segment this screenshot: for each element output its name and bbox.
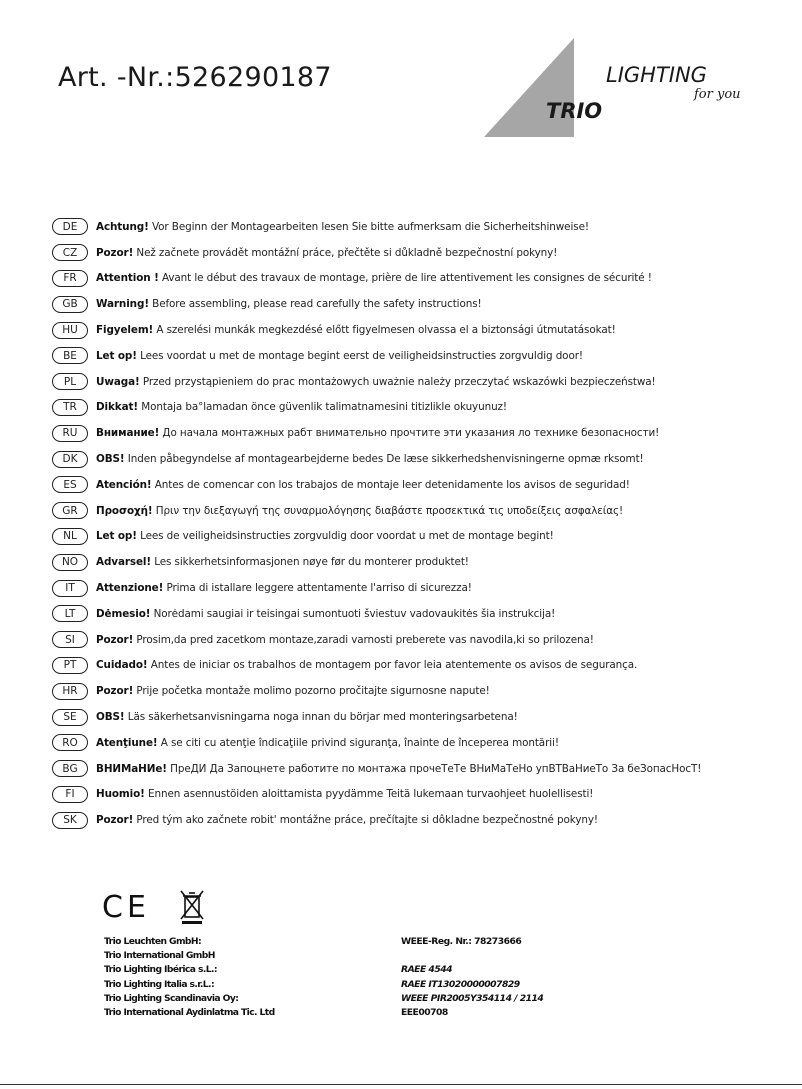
warning-row: [52, 214, 797, 240]
warning-heading: Achtung!: [96, 220, 149, 233]
warning-heading: Let op!: [96, 349, 137, 362]
company-list: [104, 936, 275, 1021]
weee-registration: WEEE-Reg. Nr.: 78273666: [401, 936, 522, 947]
warning-row: [52, 782, 797, 808]
language-code-badge: IT: [52, 580, 88, 597]
warning-text: [96, 814, 598, 826]
warning-body: Läs säkerhetsanvisningarna noga innan du börjar med monteringsarbetena!: [124, 711, 518, 724]
warning-body: Norėdami saugiai ir teisingai sumontuoti šviestuv vadovaukitės šia instrukcija!: [150, 607, 556, 620]
language-code-badge: NL: [52, 528, 88, 545]
language-code-badge: ES: [52, 476, 88, 493]
warning-text: [96, 298, 482, 310]
warning-text: [96, 427, 659, 439]
warning-row: [52, 291, 797, 317]
warning-body: Než začnete provádět montážní práce, přečtěte si důkladně bezpečnostní pokyny!: [133, 246, 558, 259]
ce-mark: CE: [102, 890, 150, 925]
warning-heading: Figyelem!: [96, 324, 154, 337]
warning-heading: Attention !: [96, 272, 159, 285]
logo-lighting-text: LIGHTING: [606, 63, 707, 87]
warning-text: [96, 634, 594, 646]
language-code-badge: HR: [52, 683, 88, 700]
warning-text: [96, 685, 490, 697]
warning-heading: OBS!: [96, 711, 125, 724]
language-code-badge: DE: [52, 218, 88, 235]
warning-text: [96, 479, 630, 491]
language-code-badge: GB: [52, 296, 88, 313]
warning-row: [52, 549, 797, 575]
warning-row: [52, 524, 797, 550]
warning-text: [96, 505, 623, 517]
language-code-badge: HU: [52, 322, 88, 339]
warning-heading: Let op!: [96, 530, 137, 543]
bottom-divider: [0, 1084, 802, 1085]
company-name: Trio International Aydinlatma Tic. Ltd: [104, 1006, 275, 1018]
crossed-bin-icon: [181, 891, 203, 924]
language-code-badge: PL: [52, 373, 88, 390]
registration-list: [401, 936, 543, 1021]
warning-row: [52, 395, 797, 421]
warning-heading: Atención!: [96, 478, 152, 491]
warning-heading: Warning!: [96, 298, 149, 311]
warning-body: Przed przystąpieniem do prac montażowych uważnie należy przeczytać wskazówki bezpieczeństwa!: [139, 375, 656, 388]
raee-number: RAEE 4544: [401, 964, 453, 976]
language-code-badge: TR: [52, 399, 88, 416]
warning-heading: Uwaga!: [96, 375, 140, 388]
language-code-badge: PT: [52, 657, 88, 674]
warning-text: [96, 737, 559, 749]
language-code-badge: LT: [52, 605, 88, 622]
warning-row: [52, 446, 797, 472]
safety-warning-list: [52, 214, 797, 833]
warning-heading: Внимание!: [96, 427, 160, 440]
warning-row: [52, 756, 797, 782]
warning-row: [52, 420, 797, 446]
language-code-badge: FI: [52, 786, 88, 803]
warning-text: [96, 530, 554, 542]
warning-heading: Atenţiune!: [96, 736, 158, 749]
logo-foryou-text: for you: [694, 87, 741, 102]
warning-row: [52, 678, 797, 704]
warning-body: Avant le début des travaux de montage, prière de lire attentivement les consignes de sécurité !: [158, 272, 652, 285]
warning-body: Antes de comencar con los trabajos de montaje leer detenidamente los avisos de seguridad!: [151, 478, 630, 491]
warning-text: [96, 582, 472, 594]
warning-row: [52, 343, 797, 369]
warning-heading: Pozor!: [96, 814, 134, 827]
warning-heading: Cuidado!: [96, 659, 148, 672]
warning-heading: Huomio!: [96, 788, 145, 801]
language-code-badge: NO: [52, 554, 88, 571]
warning-text: [96, 763, 701, 775]
warning-body: Les sikkerhetsinformasjonen nøye før du monterer produktet!: [151, 556, 469, 569]
language-code-badge: DK: [52, 451, 88, 468]
warning-text: [96, 350, 583, 362]
warning-row: [52, 317, 797, 343]
warning-body: Lees de veiligheidsinstructies zorgvuldig door voordat u met de montage begint!: [136, 530, 554, 543]
trio-lighting-logo: [482, 36, 762, 140]
warning-heading: Dėmesio!: [96, 607, 151, 620]
warning-body: Prosim,da pred zacetkom montaze,zaradi varnosti preberete vas navodila,ki so prilozena!: [133, 633, 594, 646]
language-code-badge: SE: [52, 709, 88, 726]
logo-trio-text: TRIO: [546, 99, 603, 123]
warning-body: Inden påbegyndelse af montagearbejderne bedes De læse sikkerhedshenvisningerne opmæ rksomt!: [124, 453, 644, 466]
warning-row: [52, 807, 797, 833]
warning-text: [96, 453, 644, 465]
warning-body: Antes de iniciar os trabalhos de montagem por favor leia atentemente os avisos de segurança.: [147, 659, 638, 672]
warning-row: [52, 575, 797, 601]
warning-text: [96, 221, 589, 233]
language-code-badge: SI: [52, 631, 88, 648]
warning-text: [96, 247, 557, 259]
warning-heading: Προσοχή!: [96, 504, 153, 517]
language-code-badge: BE: [52, 347, 88, 364]
warning-heading: Dikkat!: [96, 401, 139, 414]
warning-text: [96, 401, 507, 413]
warning-body: A szerelési munkák megkezdésé előtt figyelmesen olvassa el a biztonsági útmutatásokat!: [153, 324, 616, 337]
company-name: Trio Leuchten GmbH:: [104, 936, 202, 947]
company-name: Trio Lighting Ibérica s.L.:: [104, 964, 217, 976]
language-code-badge: RU: [52, 425, 88, 442]
warning-body: Pred tým ako začnete robit' montážne práce, prečítajte si dôkladne bezpečnostné pokyny!: [133, 814, 598, 827]
article-number: Art. -Nr.:526290187: [58, 62, 332, 93]
warning-text: [96, 659, 637, 671]
language-code-badge: GR: [52, 502, 88, 519]
warning-row: [52, 627, 797, 653]
warning-row: [52, 240, 797, 266]
warning-text: [96, 711, 518, 723]
company-name: Trio Lighting Italia s.r.L.:: [104, 978, 215, 990]
language-code-badge: CZ: [52, 244, 88, 261]
warning-body: Prije početka montaže molimo pozorno pročitajte sigurnosne napute!: [133, 685, 490, 698]
language-code-badge: SK: [52, 812, 88, 829]
warning-body: ПреДИ Да Запоцнете работите по монтажа прочеТеТе ВНиМаТеНо упВТВаНиеТо За беЗопасНосТ!: [166, 762, 702, 775]
warning-heading: Attenzione!: [96, 582, 164, 595]
warning-text: [96, 788, 593, 800]
warning-row: [52, 730, 797, 756]
warning-body: Πριν την διεξαγωγή της συναρμολόγησης διαβάστε προσεκτικά τις υποδείξεις ασφαλείας!: [152, 504, 624, 517]
warning-row: [52, 369, 797, 395]
certification-marks: [102, 886, 212, 926]
warning-text: [96, 272, 652, 284]
warning-body: Ennen asennustöiden aloittamista pyydämme Teitä lukemaan turvaohjeet huolellisesti!: [144, 788, 594, 801]
language-code-badge: FR: [52, 270, 88, 287]
warning-row: [52, 498, 797, 524]
warning-heading: OBS!: [96, 453, 125, 466]
warning-heading: Pozor!: [96, 633, 134, 646]
warning-body: Vor Beginn der Montagearbeiten lesen Sie bitte aufmerksam die Sicherheitshinweise!: [148, 220, 589, 233]
language-code-badge: BG: [52, 760, 88, 777]
warning-text: [96, 376, 656, 388]
warning-heading: Advarsel!: [96, 556, 152, 569]
warning-body: Prima di istallare leggere attentamente l'arriso di sicurezza!: [163, 582, 472, 595]
warning-row: [52, 704, 797, 730]
warning-body: До начала монтажных рабт внимательно прочтите эти указания ло технике безопасности!: [159, 427, 660, 440]
eee-number: EEE00708: [401, 1006, 448, 1018]
warning-body: Montaja ba°lamadan önce güvenlik talimatnamesini titizlikle okuyunuz!: [138, 401, 507, 414]
warning-text: [96, 324, 616, 336]
warning-heading: ВНИМаНИе!: [96, 762, 167, 775]
weee-pir-number: WEEE PIR2005Y354114 / 2114: [401, 992, 544, 1004]
language-code-badge: RO: [52, 734, 88, 751]
warning-body: Lees voordat u met de montage begint eerst de veiligheidsinstructies zorgvuldig door!: [136, 349, 583, 362]
warning-text: [96, 556, 469, 568]
warning-row: [52, 266, 797, 292]
warning-row: [52, 601, 797, 627]
company-name: Trio Lighting Scandinavia Oy:: [104, 992, 239, 1004]
warning-text: [96, 608, 555, 620]
raee-italy-number: RAEE IT13020000007829: [401, 978, 520, 990]
registration-spacer: [401, 950, 543, 964]
warning-body: Before assembling, please read carefully the safety instructions!: [148, 298, 482, 311]
warning-body: A se citi cu atenţie îndicaţiile privind siguranţa, înainte de începerea montării!: [157, 736, 559, 749]
warning-row: [52, 472, 797, 498]
warning-heading: Pozor!: [96, 685, 134, 698]
warning-heading: Pozor!: [96, 246, 134, 259]
company-name: Trio International GmbH: [104, 950, 215, 962]
warning-row: [52, 653, 797, 679]
